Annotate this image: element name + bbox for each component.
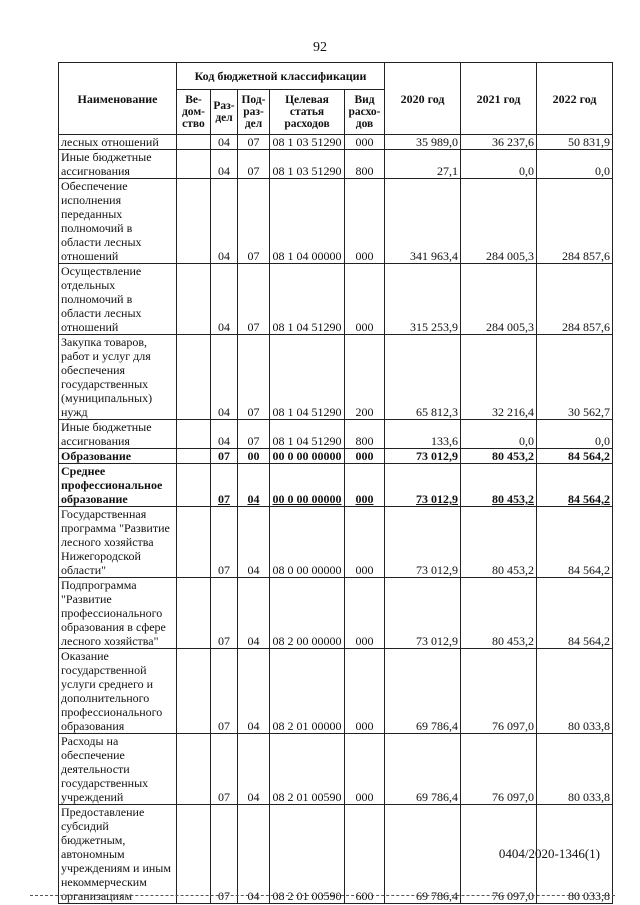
row-podrazdel: 04 (238, 464, 270, 507)
row-target: 08 1 04 51290 (270, 264, 345, 335)
row-vedomstvo (177, 264, 211, 335)
row-name: Подпрограмма "Развитие профессионального образования в сфере лесного хозяйства" (59, 578, 177, 649)
row-razdel: 07 (211, 578, 238, 649)
row-2021: 80 453,2 (461, 578, 537, 649)
row-2022: 84 564,2 (537, 464, 613, 507)
row-2020: 69 786,4 (385, 734, 461, 805)
header-name: Наименование (59, 63, 177, 135)
table-row (59, 335, 613, 420)
row-vid: 200 (345, 335, 385, 420)
row-podrazdel: 04 (238, 507, 270, 578)
row-vid: 000 (345, 449, 385, 464)
document-code: 0404/2020-1346(1) (498, 846, 600, 861)
table-row (59, 420, 613, 449)
row-vedomstvo (177, 507, 211, 578)
row-2021: 76 097,0 (461, 649, 537, 734)
row-2020: 27,1 (385, 150, 461, 179)
row-target: 00 0 00 00000 (270, 449, 345, 464)
row-razdel: 04 (211, 150, 238, 179)
row-podrazdel: 04 (238, 805, 270, 904)
row-2021: 284 005,3 (461, 264, 537, 335)
row-2021: 32 216,4 (461, 335, 537, 420)
row-razdel: 04 (211, 179, 238, 264)
row-2021: 0,0 (461, 420, 537, 449)
row-2022: 50 831,9 (537, 135, 613, 150)
row-vid: 000 (345, 264, 385, 335)
row-2020: 315 253,9 (385, 264, 461, 335)
row-2022: 80 033,8 (537, 734, 613, 805)
row-razdel: 04 (211, 264, 238, 335)
row-vid: 000 (345, 464, 385, 507)
row-target: 08 1 04 51290 (270, 420, 345, 449)
table-row (59, 734, 613, 805)
row-2022: 80 033,8 (537, 649, 613, 734)
row-razdel: 04 (211, 135, 238, 150)
row-razdel: 07 (211, 649, 238, 734)
header-podrazdel: Под-раз-дел (238, 90, 270, 135)
row-2022: 0,0 (537, 420, 613, 449)
row-2022: 80 033,8 (537, 805, 613, 904)
row-podrazdel: 04 (238, 734, 270, 805)
header-razdel: Раз-дел (211, 90, 238, 135)
row-2020: 341 963,4 (385, 179, 461, 264)
table-row (59, 264, 613, 335)
row-target: 08 2 00 00000 (270, 578, 345, 649)
row-2020: 69 786,4 (385, 649, 461, 734)
row-2020: 35 989,0 (385, 135, 461, 150)
row-vedomstvo (177, 420, 211, 449)
row-name: Оказание государственной услуги среднего и дополнительного профессионального образования (59, 649, 177, 734)
row-target: 08 1 03 51290 (270, 150, 345, 179)
row-vedomstvo (177, 649, 211, 734)
row-vedomstvo (177, 805, 211, 904)
header-target: Целевая статья расходов (270, 90, 345, 135)
table-row (59, 179, 613, 264)
row-name: Иные бюджетные ассигнования (59, 420, 177, 449)
row-2020: 73 012,9 (385, 449, 461, 464)
row-razdel: 07 (211, 805, 238, 904)
row-podrazdel: 07 (238, 179, 270, 264)
row-podrazdel: 00 (238, 449, 270, 464)
header-2020: 2020 год (385, 63, 461, 135)
row-target: 08 1 04 00000 (270, 179, 345, 264)
row-name: Осуществление отдельных полномочий в области лесных отношений (59, 264, 177, 335)
row-vid: 000 (345, 734, 385, 805)
header-2021: 2021 год (461, 63, 537, 135)
header-code-group: Код бюджетной классификации (177, 63, 385, 90)
table-row (59, 649, 613, 734)
row-name: лесных отношений (59, 135, 177, 150)
header-vid: Вид расхо-дов (345, 90, 385, 135)
row-target: 08 2 01 00590 (270, 805, 345, 904)
table-row (59, 135, 613, 150)
row-2021: 80 453,2 (461, 507, 537, 578)
row-2021: 0,0 (461, 150, 537, 179)
row-vedomstvo (177, 449, 211, 464)
row-podrazdel: 07 (238, 150, 270, 179)
row-razdel: 07 (211, 507, 238, 578)
row-podrazdel: 07 (238, 335, 270, 420)
row-name: Среднее профессиональное образование (59, 464, 177, 507)
row-podrazdel: 07 (238, 135, 270, 150)
row-2021: 36 237,6 (461, 135, 537, 150)
row-vid: 800 (345, 420, 385, 449)
row-name: Образование (59, 449, 177, 464)
row-podrazdel: 04 (238, 578, 270, 649)
table-row (59, 150, 613, 179)
page-number: 92 (313, 40, 327, 55)
row-target: 08 2 01 00590 (270, 734, 345, 805)
table-row (59, 464, 613, 507)
row-2022: 84 564,2 (537, 507, 613, 578)
row-target: 08 1 04 51290 (270, 335, 345, 420)
row-2022: 284 857,6 (537, 264, 613, 335)
row-name: Государственная программа "Развитие лесного хозяйства Нижегородской области" (59, 507, 177, 578)
row-target: 08 0 00 00000 (270, 507, 345, 578)
table-row (59, 578, 613, 649)
row-vid: 000 (345, 135, 385, 150)
budget-table (58, 62, 613, 904)
row-2020: 73 012,9 (385, 464, 461, 507)
row-vid: 000 (345, 649, 385, 734)
row-vedomstvo (177, 135, 211, 150)
row-name: Предоставление субсидий бюджетным, автономным учреждениям и иным некоммерческим организациям (59, 805, 177, 904)
row-name: Расходы на обеспечение деятельности государственных учреждений (59, 734, 177, 805)
row-vid: 000 (345, 578, 385, 649)
table-row (59, 449, 613, 464)
row-2022: 0,0 (537, 150, 613, 179)
row-2021: 76 097,0 (461, 734, 537, 805)
row-target: 08 1 03 51290 (270, 135, 345, 150)
row-2022: 84 564,2 (537, 449, 613, 464)
row-name: Закупка товаров, работ и услуг для обеспечения государственных (муниципальных) нужд (59, 335, 177, 420)
row-vedomstvo (177, 734, 211, 805)
row-name: Обеспечение исполнения переданных полномочий в области лесных отношений (59, 179, 177, 264)
header-vedomstvo: Ве-дом-ство (177, 90, 211, 135)
row-2020: 73 012,9 (385, 507, 461, 578)
row-target: 08 2 01 00000 (270, 649, 345, 734)
row-vid: 600 (345, 805, 385, 904)
row-vedomstvo (177, 578, 211, 649)
row-2022: 30 562,7 (537, 335, 613, 420)
header-2022: 2022 год (537, 63, 613, 135)
row-razdel: 07 (211, 449, 238, 464)
row-vedomstvo (177, 150, 211, 179)
bottom-divider (30, 895, 615, 896)
row-razdel: 07 (211, 734, 238, 805)
row-2020: 69 786,4 (385, 805, 461, 904)
row-2020: 73 012,9 (385, 578, 461, 649)
row-name: Иные бюджетные ассигнования (59, 150, 177, 179)
row-podrazdel: 07 (238, 420, 270, 449)
row-2021: 80 453,2 (461, 464, 537, 507)
row-2020: 133,6 (385, 420, 461, 449)
row-razdel: 04 (211, 335, 238, 420)
row-vid: 000 (345, 179, 385, 264)
row-2020: 65 812,3 (385, 335, 461, 420)
row-2022: 284 857,6 (537, 179, 613, 264)
row-podrazdel: 04 (238, 649, 270, 734)
row-2021: 76 097,0 (461, 805, 537, 904)
row-2021: 80 453,2 (461, 449, 537, 464)
row-razdel: 07 (211, 464, 238, 507)
row-2021: 284 005,3 (461, 179, 537, 264)
row-razdel: 04 (211, 420, 238, 449)
row-vedomstvo (177, 179, 211, 264)
row-vid: 800 (345, 150, 385, 179)
table-row (59, 507, 613, 578)
row-2022: 84 564,2 (537, 578, 613, 649)
row-vid: 000 (345, 507, 385, 578)
row-podrazdel: 07 (238, 264, 270, 335)
row-target: 00 0 00 00000 (270, 464, 345, 507)
row-vedomstvo (177, 464, 211, 507)
row-vedomstvo (177, 335, 211, 420)
